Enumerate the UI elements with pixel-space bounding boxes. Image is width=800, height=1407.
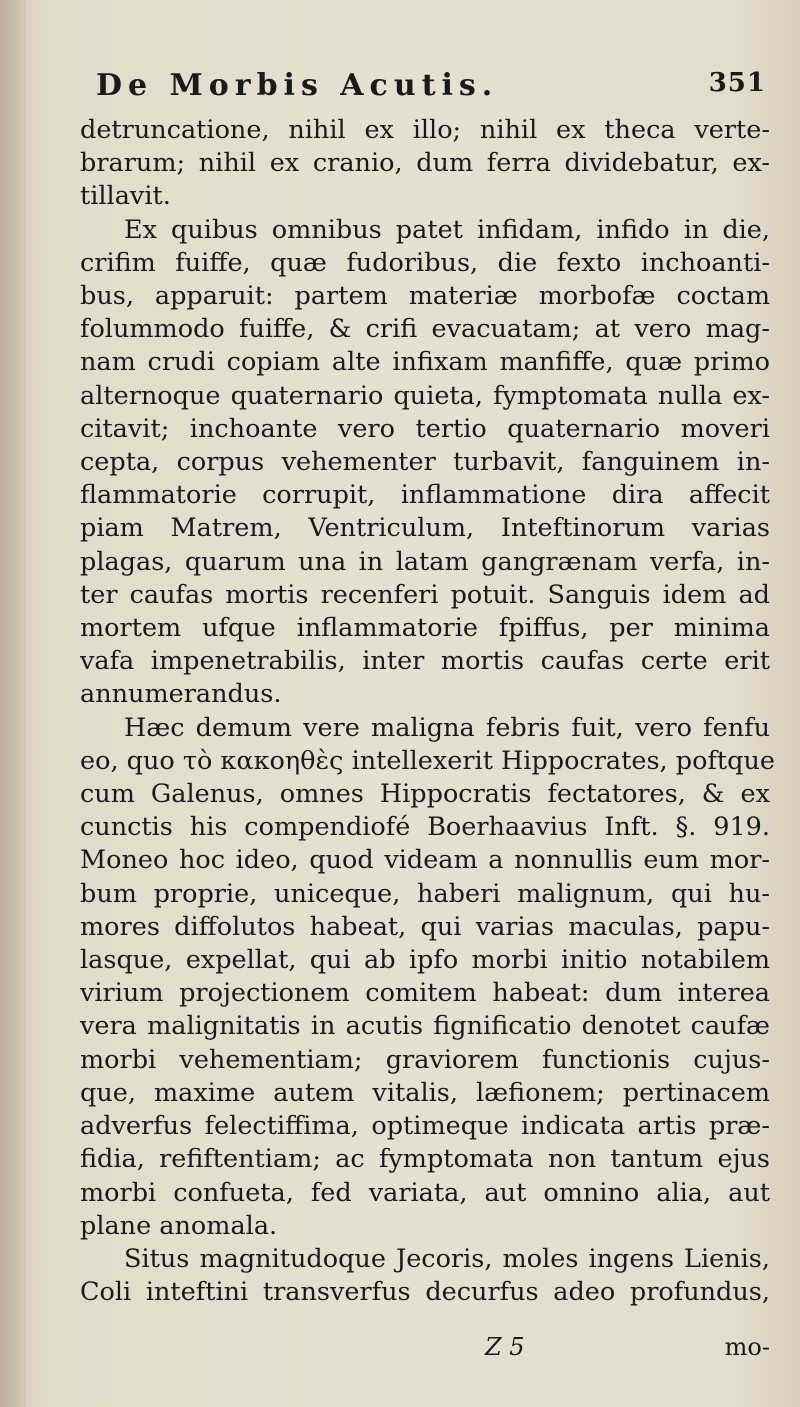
body-text [80,114,775,1309]
text-line: vafa impenetrabilis, inter mortis caufas certe erit [80,646,770,677]
text-line: eo, quo τὸ κακοηθὲς intellexerit Hippocrates, poftque [80,745,775,776]
text-line: plagas, quarum una in latam gangrænam verfa, in- [80,546,770,577]
text-line: bum proprie, uniceque, haberi malignum, qui hu- [80,878,770,909]
running-head [96,68,766,103]
text-line: brarum; nihil ex cranio, dum ferra dividebatur, ex- [80,148,770,179]
text-line: morbi vehementiam; graviorem functionis cujus- [80,1044,770,1075]
text-line: alternoque quaternario quieta, fymptomata nulla ex- [80,380,770,411]
text-line: Hæc demum vere maligna febris fuit, vero fenfu [124,712,770,743]
text-line: piam Matrem, Ventriculum, Inteftinorum varias [80,513,770,544]
text-line: plane anomala. [80,1210,278,1241]
catchword: mo- [724,1333,770,1361]
text-line: Coli inteftini transverfus decurfus adeo profundus, [80,1277,770,1308]
text-line: citavit; inchoante vero tertio quaternario moveri [80,413,770,444]
text-line: cepta, corpus vehementer turbavit, fanguinem in- [80,447,770,478]
text-line: lasque, expellat, qui ab ipfo morbi initio notabilem [80,945,770,976]
page-gutter-edge [0,0,26,1407]
text-line: tillavit. [80,181,171,212]
text-line: crifim fuiffe, quæ fudoribus, die fexto inchoanti- [80,247,770,278]
signature-mark: Z 5 [485,1333,525,1361]
page-footer [80,1333,770,1373]
text-line: que, maxime autem vitalis, læfionem; pertinacem [80,1077,770,1108]
text-line: virium projectionem comitem habeat: dum interea [80,978,770,1009]
text-line: bus, apparuit: partem materiæ morbofæ coctam [80,281,770,312]
text-line: adverfus felectiffima, optimeque indicata artis præ- [80,1111,770,1142]
text-line: folummodo fuiffe, & crifi evacuatam; at vero mag- [80,314,770,345]
running-head-title: De Morbis Acutis. [96,68,499,103]
text-line: nam crudi copiam alte infixam manfiffe, quæ primo [80,347,770,378]
text-line: Moneo hoc ideo, quod videam a nonnullis eum mor- [80,845,770,876]
text-line: vera malignitatis in acutis fignificatio denotet caufæ [80,1011,770,1042]
text-line: cum Galenus, omnes Hippocratis fectatores, & ex [80,779,770,810]
text-line: mores diffolutos habeat, qui varias maculas, papu- [80,911,770,942]
text-line: flammatorie corrupit, inflammatione dira affecit [80,480,770,511]
text-line: detruncatione, nihil ex illo; nihil ex theca verte- [80,115,770,145]
text-line: Situs magnitudoque Jecoris, moles ingens Lienis, [124,1243,770,1274]
text-line: ter caufas mortis recenferi potuit. Sanguis idem ad [80,579,770,610]
text-line: annumerandus. [80,679,282,710]
text-line: morbi confueta, fed variata, aut omnino alia, aut [80,1177,770,1208]
text-line: Ex quibus omnibus patet infidam, infido in die, [124,214,770,245]
page-number: 351 [708,68,766,98]
text-line: fidia, refiftentiam; ac fymptomata non tantum ejus [80,1144,770,1175]
text-line: mortem ufque inflammatorie fpiffus, per minima [80,613,770,644]
text-line: cunctis his compendiofé Boerhaavius Inft. §. 919. [80,812,770,843]
